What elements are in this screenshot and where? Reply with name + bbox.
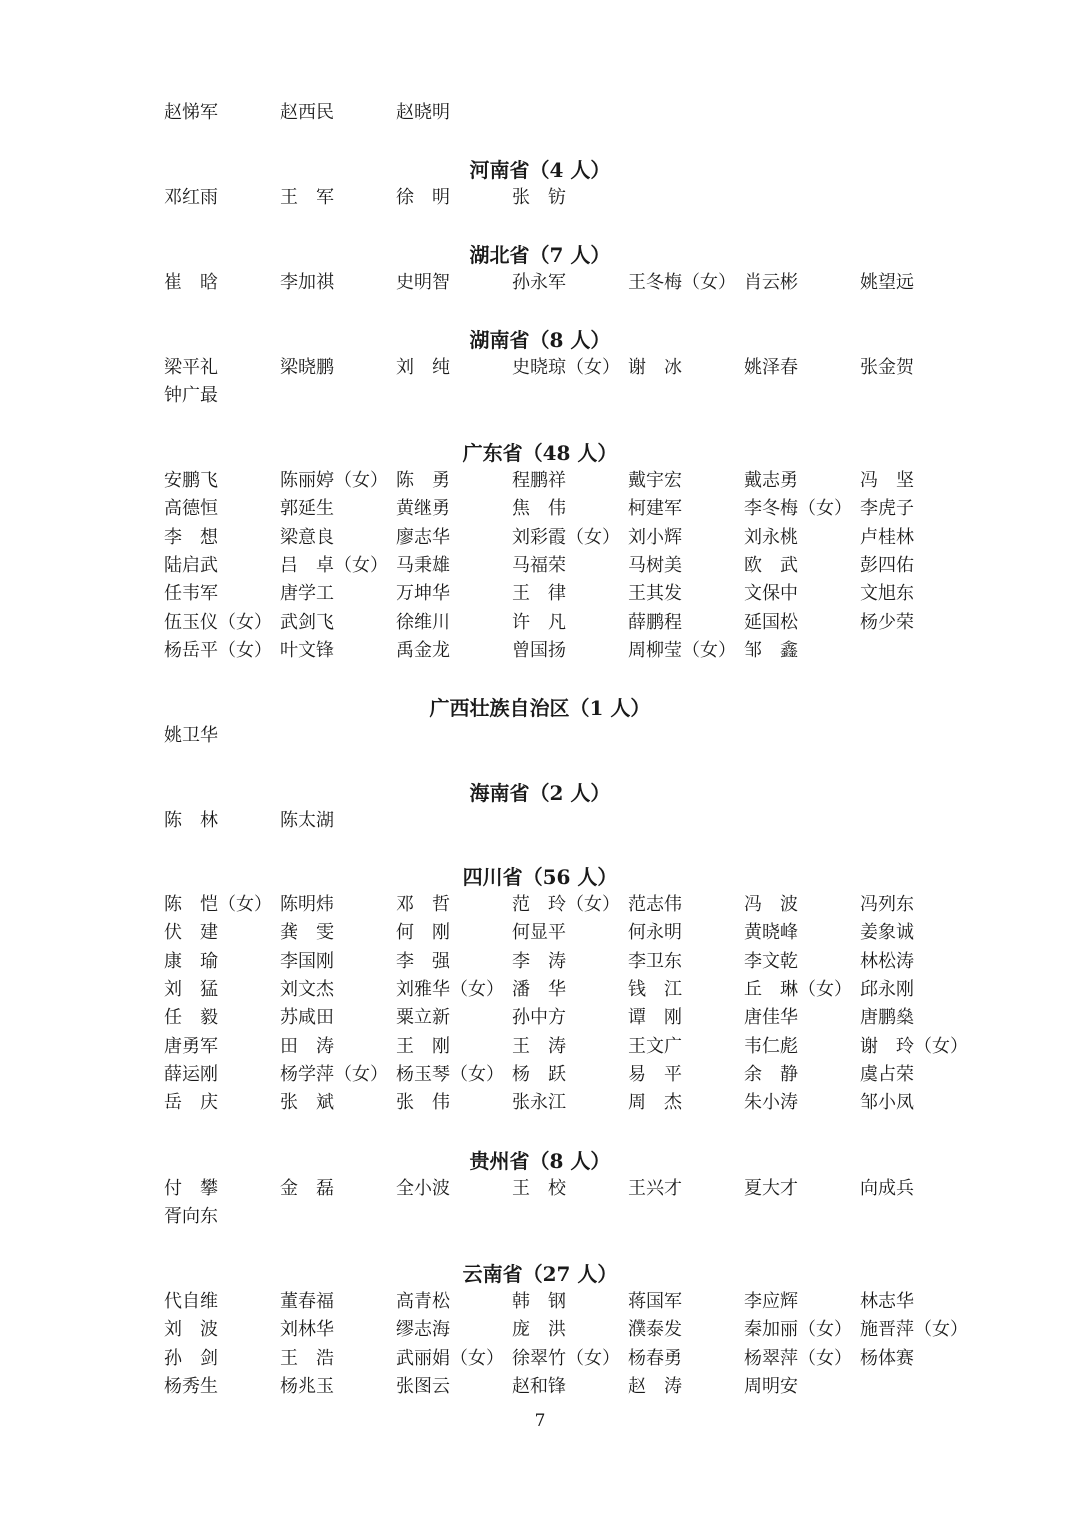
section-heading: 湖北省（7 人）: [469, 243, 611, 267]
person-name: 杨学萍（女）: [280, 1063, 388, 1085]
person-name: 付 攀: [164, 1178, 218, 1199]
person-name: 岳 庆: [164, 1092, 218, 1114]
person-name: 唐鹏燊: [860, 1007, 914, 1029]
name-row: [164, 1004, 1004, 1032]
person-name: 薛运刚: [164, 1063, 218, 1085]
person-name: 邓 哲: [396, 894, 450, 915]
person-name: 王文广: [628, 1035, 682, 1057]
person-name: 杨 跃: [512, 1063, 566, 1085]
name-row: [164, 580, 1004, 608]
person-name: 伍玉仪（女）: [164, 611, 272, 633]
person-name: 何显平: [512, 922, 566, 944]
person-name: 胥向东: [164, 1206, 218, 1228]
person-name: 杨秀生: [164, 1375, 218, 1397]
person-name: 万坤华: [396, 583, 450, 605]
person-name: 戴宇宏: [628, 470, 682, 491]
person-name: 安鹏飞: [164, 470, 218, 491]
person-name: 李卫东: [628, 950, 682, 972]
name-row: [164, 524, 1004, 552]
person-name: 廖志华: [396, 526, 450, 548]
person-name: 刘林华: [280, 1319, 334, 1341]
person-name: 伏 建: [164, 922, 218, 944]
name-row: [164, 184, 1004, 212]
person-name: 韦仁彪: [744, 1035, 798, 1057]
person-name: 赵西民: [280, 102, 334, 123]
name-row: [164, 495, 1004, 523]
person-name: 杨少荣: [860, 611, 914, 633]
person-name: 徐翠竹（女）: [512, 1347, 620, 1369]
person-name: 康 瑜: [164, 950, 218, 972]
section-heading: 河南省（4 人）: [469, 158, 611, 182]
person-name: 杨翠萍（女）: [744, 1347, 852, 1369]
person-name: 邹 鑫: [744, 639, 798, 661]
person-name: 赵 涛: [628, 1375, 682, 1397]
section-heading: 云南省（27 人）: [462, 1262, 618, 1286]
person-name: 邹小凤: [860, 1092, 914, 1114]
person-name: 王兴才: [628, 1178, 682, 1199]
person-name: 姜象诚: [860, 922, 914, 944]
person-name: 史晓琼（女）: [512, 357, 620, 378]
person-name: 杨玉琴（女）: [396, 1063, 504, 1085]
person-name: 唐学工: [280, 583, 334, 605]
person-name: 刘文杰: [280, 978, 334, 1000]
person-name: 陈 勇: [396, 470, 450, 491]
person-name: 文旭东: [860, 583, 914, 605]
person-name: 刘 猛: [164, 978, 218, 1000]
person-name: 易 平: [628, 1063, 682, 1085]
person-name: 李文乾: [744, 950, 798, 972]
person-name: 孙 剑: [164, 1347, 218, 1369]
person-name: 林志华: [860, 1291, 914, 1312]
name-row: [164, 919, 1004, 947]
person-name: 陈明炜: [280, 894, 334, 915]
name-row: [164, 382, 1004, 410]
person-name: 史明智: [396, 272, 450, 293]
name-row: [164, 1033, 1004, 1061]
person-name: 潘 华: [512, 978, 566, 1000]
person-name: 邓红雨: [164, 187, 218, 208]
person-name: 张 钫: [512, 187, 566, 208]
person-name: 孙中方: [512, 1007, 566, 1029]
person-name: 濮泰发: [628, 1319, 682, 1341]
person-name: 梁晓鹏: [280, 357, 334, 378]
person-name: 秦加丽（女）: [744, 1319, 852, 1341]
name-row: [164, 1373, 1004, 1401]
person-name: 李加祺: [280, 272, 334, 293]
person-name: 何永明: [628, 922, 682, 944]
person-name: 崔 晗: [164, 272, 218, 293]
person-name: 陈丽婷（女）: [280, 470, 388, 491]
person-name: 周明安: [744, 1375, 798, 1397]
person-name: 黄晓峰: [744, 922, 798, 944]
person-name: 钟广最: [164, 385, 218, 407]
person-name: 李 强: [396, 950, 450, 972]
person-name: 焦 伟: [512, 498, 566, 520]
person-name: 粟立新: [396, 1007, 450, 1029]
person-name: 曾国扬: [512, 639, 566, 661]
person-name: 姚望远: [860, 272, 914, 293]
person-name: 冯列东: [860, 894, 914, 915]
person-name: 李应辉: [744, 1291, 798, 1312]
name-row: [164, 1316, 1004, 1344]
person-name: 王冬梅（女）: [628, 272, 736, 293]
name-row: [164, 269, 1004, 297]
person-name: 姚泽春: [744, 357, 798, 378]
person-name: 余 静: [744, 1063, 798, 1085]
person-name: 任韦军: [164, 583, 218, 605]
person-name: 李 想: [164, 526, 218, 548]
person-name: 吕 卓（女）: [280, 554, 388, 576]
person-name: 陆启武: [164, 554, 218, 576]
person-name: 叶文锋: [280, 639, 334, 661]
name-row: [164, 948, 1004, 976]
name-row: [164, 807, 1004, 835]
person-name: 王 军: [280, 187, 334, 208]
person-name: 梁平礼: [164, 357, 218, 378]
person-name: 程鹏祥: [512, 470, 566, 491]
person-name: 谭 刚: [628, 1007, 682, 1029]
person-name: 李虎子: [860, 498, 914, 520]
person-name: 马福荣: [512, 554, 566, 576]
section-heading: 广西壮族自治区（1 人）: [429, 696, 651, 720]
page-number: 7: [534, 1411, 546, 1431]
person-name: 卢桂林: [860, 526, 914, 548]
person-name: 王 涛: [512, 1035, 566, 1057]
person-name: 虞占荣: [860, 1063, 914, 1085]
person-name: 王 律: [512, 583, 566, 605]
name-row: [164, 609, 1004, 637]
person-name: 冯 坚: [860, 470, 914, 491]
person-name: 李国刚: [280, 950, 334, 972]
person-name: 欧 武: [744, 554, 798, 576]
person-name: 马秉雄: [396, 554, 450, 576]
section-heading: 湖南省（8 人）: [469, 328, 611, 352]
person-name: 黄继勇: [396, 498, 450, 520]
person-name: 陈 林: [164, 810, 218, 831]
name-row: [164, 1061, 1004, 1089]
person-name: 邱永刚: [860, 978, 914, 1000]
person-name: 许 凡: [512, 611, 566, 633]
person-name: 延国松: [744, 611, 798, 633]
person-name: 马树美: [628, 554, 682, 576]
person-name: 李 涛: [512, 950, 566, 972]
person-name: 刘小辉: [628, 526, 682, 548]
person-name: 李冬梅（女）: [744, 498, 852, 520]
person-name: 张 伟: [396, 1092, 450, 1114]
person-name: 赵和锋: [512, 1375, 566, 1397]
person-name: 张金贺: [860, 357, 914, 378]
person-name: 徐 明: [396, 187, 450, 208]
person-name: 赵晓明: [396, 102, 450, 123]
name-row: [164, 1175, 1004, 1203]
person-name: 王其发: [628, 583, 682, 605]
person-name: 何 刚: [396, 922, 450, 944]
person-name: 武丽娟（女）: [396, 1347, 504, 1369]
person-name: 陈太湖: [280, 810, 334, 831]
continuation-name-row: [164, 99, 1004, 127]
person-name: 苏咸田: [280, 1007, 334, 1029]
person-name: 夏大才: [744, 1178, 798, 1199]
person-name: 唐勇军: [164, 1035, 218, 1057]
person-name: 韩 钢: [512, 1291, 566, 1312]
person-name: 刘彩霞（女）: [512, 526, 620, 548]
name-row: [164, 1089, 1004, 1117]
person-name: 武剑飞: [280, 611, 334, 633]
person-name: 赵悌军: [164, 102, 218, 123]
person-name: 丘 琳（女）: [744, 978, 852, 1000]
person-name: 柯建军: [628, 498, 682, 520]
person-name: 谢 冰: [628, 357, 682, 378]
person-name: 姚卫华: [164, 725, 218, 746]
person-name: 冯 波: [744, 894, 798, 915]
person-name: 刘 纯: [396, 357, 450, 378]
person-name: 陈 恺（女）: [164, 894, 272, 915]
person-name: 田 涛: [280, 1035, 334, 1057]
name-row: [164, 891, 1004, 919]
person-name: 朱小涛: [744, 1092, 798, 1114]
person-name: 王 校: [512, 1178, 566, 1199]
person-name: 任 毅: [164, 1007, 218, 1029]
person-name: 刘雅华（女）: [396, 978, 504, 1000]
person-name: 孙永军: [512, 272, 566, 293]
person-name: 董春福: [280, 1291, 334, 1312]
name-row: [164, 722, 1004, 750]
section-heading: 贵州省（8 人）: [469, 1149, 611, 1173]
person-name: 刘永桃: [744, 526, 798, 548]
person-name: 肖云彬: [744, 272, 798, 293]
person-name: 代自维: [164, 1291, 218, 1312]
section-heading: 海南省（2 人）: [469, 781, 611, 805]
name-row: [164, 976, 1004, 1004]
person-name: 杨兆玉: [280, 1375, 334, 1397]
name-row: [164, 1345, 1004, 1373]
person-name: 周 杰: [628, 1092, 682, 1114]
person-name: 张图云: [396, 1375, 450, 1397]
person-name: 范志伟: [628, 894, 682, 915]
person-name: 梁意良: [280, 526, 334, 548]
person-name: 禹金龙: [396, 639, 450, 661]
person-name: 范 玲（女）: [512, 894, 620, 915]
person-name: 全小波: [396, 1178, 450, 1199]
person-name: 杨体赛: [860, 1347, 914, 1369]
person-name: 张永江: [512, 1092, 566, 1114]
person-name: 高德恒: [164, 498, 218, 520]
name-row: [164, 552, 1004, 580]
person-name: 刘 波: [164, 1319, 218, 1341]
name-row: [164, 1203, 1004, 1231]
name-row: [164, 467, 1004, 495]
person-name: 张 斌: [280, 1092, 334, 1114]
person-name: 戴志勇: [744, 470, 798, 491]
person-name: 蒋国军: [628, 1291, 682, 1312]
person-name: 杨春勇: [628, 1347, 682, 1369]
person-name: 施晋萍（女）: [860, 1319, 968, 1341]
person-name: 王 刚: [396, 1035, 450, 1057]
person-name: 徐维川: [396, 611, 450, 633]
person-name: 谢 玲（女）: [860, 1035, 968, 1057]
name-row: [164, 354, 1004, 382]
person-name: 钱 江: [628, 978, 682, 1000]
person-name: 缪志海: [396, 1319, 450, 1341]
person-name: 彭四佑: [860, 554, 914, 576]
section-heading: 四川省（56 人）: [462, 865, 618, 889]
person-name: 庞 洪: [512, 1319, 566, 1341]
person-name: 周柳莹（女）: [628, 639, 736, 661]
name-row: [164, 637, 1004, 665]
name-row: [164, 1288, 1004, 1316]
person-name: 薛鹏程: [628, 611, 682, 633]
person-name: 龚 雯: [280, 922, 334, 944]
person-name: 王 浩: [280, 1347, 334, 1369]
person-name: 唐佳华: [744, 1007, 798, 1029]
person-name: 郭延生: [280, 498, 334, 520]
section-heading: 广东省（48 人）: [462, 441, 618, 465]
person-name: 杨岳平（女）: [164, 639, 272, 661]
person-name: 文保中: [744, 583, 798, 605]
person-name: 向成兵: [860, 1178, 914, 1199]
person-name: 林松涛: [860, 950, 914, 972]
person-name: 高青松: [396, 1291, 450, 1312]
person-name: 金 磊: [280, 1178, 334, 1199]
